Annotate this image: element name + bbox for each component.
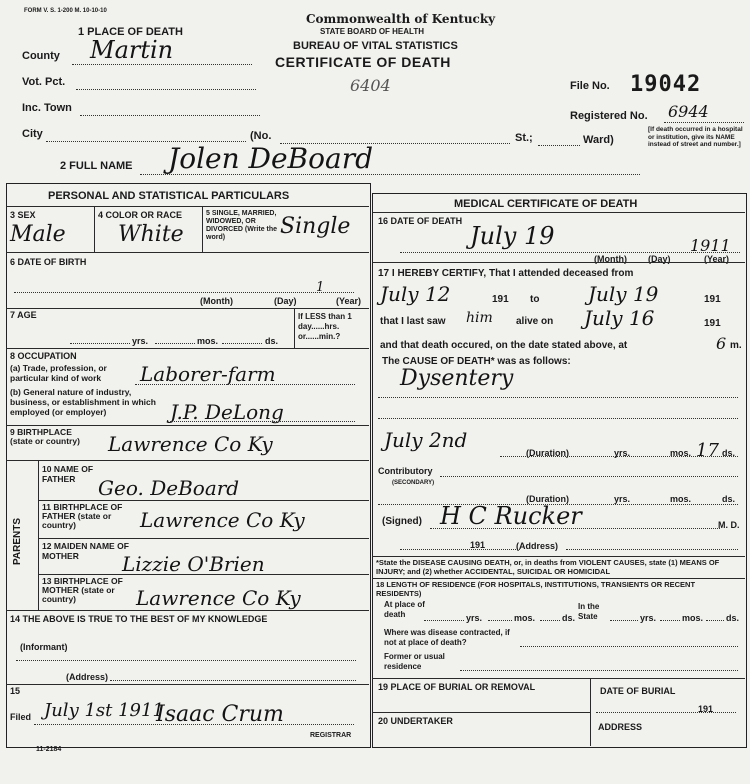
signed-label: (Signed) bbox=[382, 516, 422, 527]
in-state-ds-label: ds. bbox=[726, 613, 740, 623]
m-label: m. bbox=[730, 340, 742, 351]
signed-value: H C Rucker bbox=[440, 502, 582, 530]
parents-label: PARENTS bbox=[12, 517, 23, 565]
in-state-yrs-label: yrs. bbox=[640, 613, 657, 623]
duration-ds-label: ds. bbox=[722, 448, 736, 458]
certificate-title: CERTIFICATE OF DEATH bbox=[275, 54, 451, 70]
dob-month-label: (Month) bbox=[200, 296, 233, 306]
death-occurred-label: and that death occured, on the date stated above, at bbox=[380, 340, 628, 351]
md-label: M. D. bbox=[718, 520, 740, 530]
divider bbox=[6, 308, 369, 309]
at-place-label: At place of death bbox=[384, 600, 425, 619]
in-state-yrs-line bbox=[610, 620, 638, 621]
dod-day-label: (Day) bbox=[648, 254, 671, 264]
marital-value: Single bbox=[280, 214, 351, 239]
registered-no-label: Registered No. bbox=[570, 110, 648, 122]
age-mos-line bbox=[155, 343, 195, 344]
at-place-ds-line bbox=[540, 620, 560, 621]
divider bbox=[6, 252, 369, 253]
registered-line bbox=[664, 122, 744, 123]
cause-label: The CAUSE OF DEATH* was as follows: bbox=[382, 356, 571, 367]
divider bbox=[372, 556, 745, 557]
divider bbox=[6, 425, 369, 426]
him-value: him bbox=[466, 310, 493, 326]
occupation-a-line bbox=[135, 384, 355, 385]
attended-from-value: July 12 bbox=[380, 282, 451, 306]
bureau-heading: BUREAU OF VITAL STATISTICS bbox=[293, 40, 458, 52]
registrar-value: Isaac Crum bbox=[156, 702, 284, 727]
dod-label: 16 DATE OF DEATH bbox=[378, 216, 463, 226]
occupation-b-label: (b) General nature of industry, business, or establishment in which employed (or employer) bbox=[10, 387, 156, 417]
undertaker-label: 20 UNDERTAKER bbox=[378, 716, 453, 726]
occupation-b-line bbox=[170, 421, 355, 422]
duration-yrs-label: yrs. bbox=[614, 448, 631, 458]
sex-value: Male bbox=[10, 222, 66, 247]
divider bbox=[6, 206, 369, 207]
last-saw-label: that I last saw bbox=[380, 316, 446, 327]
true-statement-label: 14 THE ABOVE IS TRUE TO THE BEST OF MY KNOWLEDGE bbox=[10, 614, 268, 624]
father-label: 10 NAME OF FATHER bbox=[42, 464, 94, 484]
no-label: (No. bbox=[250, 130, 272, 142]
color-race-value: White bbox=[118, 222, 184, 247]
hospital-note: [If death occurred in a hospital or institution, give its NAME instead of street and number.] bbox=[648, 126, 743, 148]
duration-2-ds-label: ds. bbox=[722, 494, 736, 504]
personal-section-title: PERSONAL AND STATISTICAL PARTICULARS bbox=[48, 190, 290, 202]
mother-label: 12 MAIDEN NAME OF MOTHER bbox=[42, 541, 129, 561]
in-state-mos-label: mos. bbox=[682, 613, 704, 623]
duration-2-mos-label: mos. bbox=[670, 494, 692, 504]
contracted-label: Where was disease contracted, if not at place of death? bbox=[384, 628, 510, 647]
at-place-yrs-label: yrs. bbox=[466, 613, 483, 623]
at-place-ds-label: ds. bbox=[562, 613, 576, 623]
county-label: County bbox=[22, 50, 60, 62]
file-no-value: 19042 bbox=[630, 72, 702, 97]
registrar-label: REGISTRAR bbox=[310, 732, 352, 739]
attended-to-value: July 19 bbox=[588, 282, 659, 306]
age-label: 7 AGE bbox=[10, 310, 37, 320]
divider bbox=[372, 212, 745, 213]
undertaker-address-label: ADDRESS bbox=[598, 722, 643, 732]
divider bbox=[372, 712, 590, 713]
year-191-d: 191 bbox=[470, 540, 486, 550]
box15-label: 15 bbox=[10, 686, 21, 696]
place-of-death-label: 1 PLACE OF DEATH bbox=[78, 26, 183, 38]
signed-address-label: (Address) bbox=[516, 541, 559, 551]
marital-label: 5 SINGLE, MARRIED, WIDOWED, OR DIVORCED (Write the word) bbox=[206, 210, 278, 241]
birthplace-value: Lawrence Co Ky bbox=[108, 432, 273, 456]
secondary-label: (SECONDARY) bbox=[392, 480, 435, 486]
occupation-a-label: (a) Trade, profession, or particular kind of work bbox=[10, 363, 107, 383]
divider bbox=[294, 308, 295, 348]
occupation-label: 8 OCCUPATION bbox=[10, 351, 77, 361]
age-yrs-label: yrs. bbox=[132, 336, 149, 346]
dob-line bbox=[14, 292, 354, 293]
occupation-b-value: J.P. DeLong bbox=[170, 400, 284, 424]
handwritten-number: 6404 bbox=[350, 76, 391, 95]
informant-line bbox=[16, 660, 356, 661]
inc-town-label: Inc. Town bbox=[22, 102, 72, 114]
city-label: City bbox=[22, 128, 43, 140]
duration-mos-label: mos. bbox=[670, 448, 692, 458]
footnote: *State the DISEASE CAUSING DEATH, or, in deaths from VIOLENT CAUSES, state (1) MEANS OF INJURY; and (2) whether ACCIDENTAL, SUICIDAL OR HOMICIDAL bbox=[376, 558, 720, 576]
county-line bbox=[72, 64, 252, 65]
registered-no-value: 6944 bbox=[668, 102, 709, 121]
form-id: FORM V. S. 1-200 M. 10-10-10 bbox=[24, 8, 107, 14]
st-label: St.; bbox=[515, 132, 533, 144]
filed-label: Filed bbox=[10, 712, 32, 722]
address-line bbox=[110, 680, 356, 681]
divider bbox=[94, 206, 95, 252]
cause-value: Dysentery bbox=[400, 366, 514, 391]
informant-label: (Informant) bbox=[20, 642, 68, 652]
dod-line bbox=[400, 252, 740, 253]
to-label: to bbox=[530, 294, 540, 305]
at-place-mos-label: mos. bbox=[514, 613, 536, 623]
age-ds-line bbox=[222, 343, 262, 344]
in-state-mos-line bbox=[660, 620, 680, 621]
occupation-a-value: Laborer-farm bbox=[140, 362, 276, 386]
contracted-line bbox=[520, 646, 738, 647]
medical-section-title: MEDICAL CERTIFICATE OF DEATH bbox=[454, 198, 638, 210]
contributory-label: Contributory bbox=[378, 466, 433, 476]
year-191-a: 191 bbox=[492, 294, 509, 305]
burial-place-label: 19 PLACE OF BURIAL OR REMOVAL bbox=[378, 682, 536, 692]
divider bbox=[38, 574, 369, 575]
informant-address-label: (Address) bbox=[66, 672, 109, 682]
divider bbox=[38, 500, 369, 501]
file-no-label: File No. bbox=[570, 80, 610, 92]
sex-label: 3 SEX bbox=[10, 210, 36, 220]
year-191-c: 191 bbox=[704, 318, 721, 329]
ward-label: Ward) bbox=[583, 134, 614, 146]
mother-birthplace-value: Lawrence Co Ky bbox=[136, 586, 301, 610]
board-heading: STATE BOARD OF HEALTH bbox=[320, 27, 424, 36]
age-mos-label: mos. bbox=[197, 336, 219, 346]
at-place-yrs-line bbox=[424, 620, 464, 621]
time-value: 6 bbox=[716, 334, 727, 353]
certify-label: 17 I HEREBY CERTIFY, That I attended deceased from bbox=[378, 268, 634, 279]
sig-date-line bbox=[400, 549, 520, 550]
onset-value: July 2nd bbox=[384, 428, 468, 452]
in-state-ds-line bbox=[706, 620, 724, 621]
burial-year: 191 bbox=[698, 704, 714, 714]
at-place-mos-line bbox=[488, 620, 512, 621]
bottom-code: 11-2184 bbox=[36, 746, 62, 753]
divider bbox=[590, 678, 591, 746]
date-burial-label: DATE OF BURIAL bbox=[600, 686, 676, 696]
mother-birthplace-label: 13 BIRTHPLACE OF MOTHER (state or country) bbox=[42, 576, 123, 604]
divider bbox=[372, 262, 745, 263]
sig-address-line bbox=[566, 549, 738, 550]
divider bbox=[372, 678, 745, 679]
inc-town-line bbox=[80, 115, 260, 116]
date-burial-line bbox=[596, 712, 736, 713]
dob-day-value: 1 bbox=[316, 280, 325, 295]
color-race-label: 4 COLOR OR RACE bbox=[98, 210, 183, 220]
former-residence-line bbox=[460, 670, 738, 671]
duration-label: (Duration) bbox=[526, 448, 569, 458]
divider bbox=[202, 206, 203, 252]
duration-2-label: (Duration) bbox=[526, 494, 569, 504]
father-value: Geo. DeBoard bbox=[98, 476, 240, 500]
dod-year-value: 1911 bbox=[690, 236, 731, 255]
vot-pct-line bbox=[76, 89, 256, 90]
contributory-line bbox=[440, 476, 738, 477]
full-name-label: 2 FULL NAME bbox=[60, 160, 133, 172]
cause-line-1 bbox=[378, 397, 738, 398]
county-value: Martin bbox=[90, 36, 174, 64]
former-residence-label: Former or usual residence bbox=[384, 652, 445, 671]
dob-year-label: (Year) bbox=[336, 296, 362, 306]
duration-2-yrs-label: yrs. bbox=[614, 494, 631, 504]
father-birthplace-label: 11 BIRTHPLACE OF FATHER (state or country) bbox=[42, 502, 123, 530]
dob-label: 6 DATE OF BIRTH bbox=[10, 257, 87, 267]
cause-line-2 bbox=[378, 418, 738, 419]
divider bbox=[6, 610, 369, 611]
divider bbox=[6, 348, 369, 349]
ward-line bbox=[538, 145, 580, 146]
divider bbox=[6, 460, 369, 461]
father-birthplace-value: Lawrence Co Ky bbox=[140, 508, 305, 532]
divider bbox=[6, 684, 369, 685]
divider bbox=[38, 460, 39, 610]
age-ds-label: ds. bbox=[265, 336, 279, 346]
duration-ds-value: 17 bbox=[696, 440, 719, 461]
dod-value: July 19 bbox=[470, 222, 555, 250]
less-than-label: If LESS than 1 day......hrs. or......min.? bbox=[298, 312, 352, 341]
divider bbox=[38, 538, 369, 539]
dod-year-label: (Year) bbox=[704, 254, 730, 264]
year-191-b: 191 bbox=[704, 294, 721, 305]
mother-value: Lizzie O'Brien bbox=[122, 552, 265, 576]
last-saw-value: July 16 bbox=[584, 306, 655, 330]
filed-date-value: July 1st 1911 bbox=[44, 700, 164, 721]
residence-label: 18 LENGTH OF RESIDENCE (FOR HOSPITALS, INSTITUTIONS, TRANSIENTS OR RECENT RESIDENTS) bbox=[376, 580, 696, 598]
commonwealth-heading: Commonwealth of Kentucky bbox=[306, 12, 496, 26]
divider bbox=[372, 578, 745, 579]
dod-month-label: (Month) bbox=[594, 254, 627, 264]
in-state-label: In the State bbox=[578, 602, 600, 621]
vot-pct-label: Vot. Pct. bbox=[22, 76, 66, 88]
birthplace-label: 9 BIRTHPLACE (state or country) bbox=[10, 427, 80, 446]
dob-day-label: (Day) bbox=[274, 296, 297, 306]
full-name-value: Jolen DeBoard bbox=[168, 142, 373, 175]
alive-on-label: alive on bbox=[516, 316, 554, 327]
age-yrs-line bbox=[70, 343, 130, 344]
